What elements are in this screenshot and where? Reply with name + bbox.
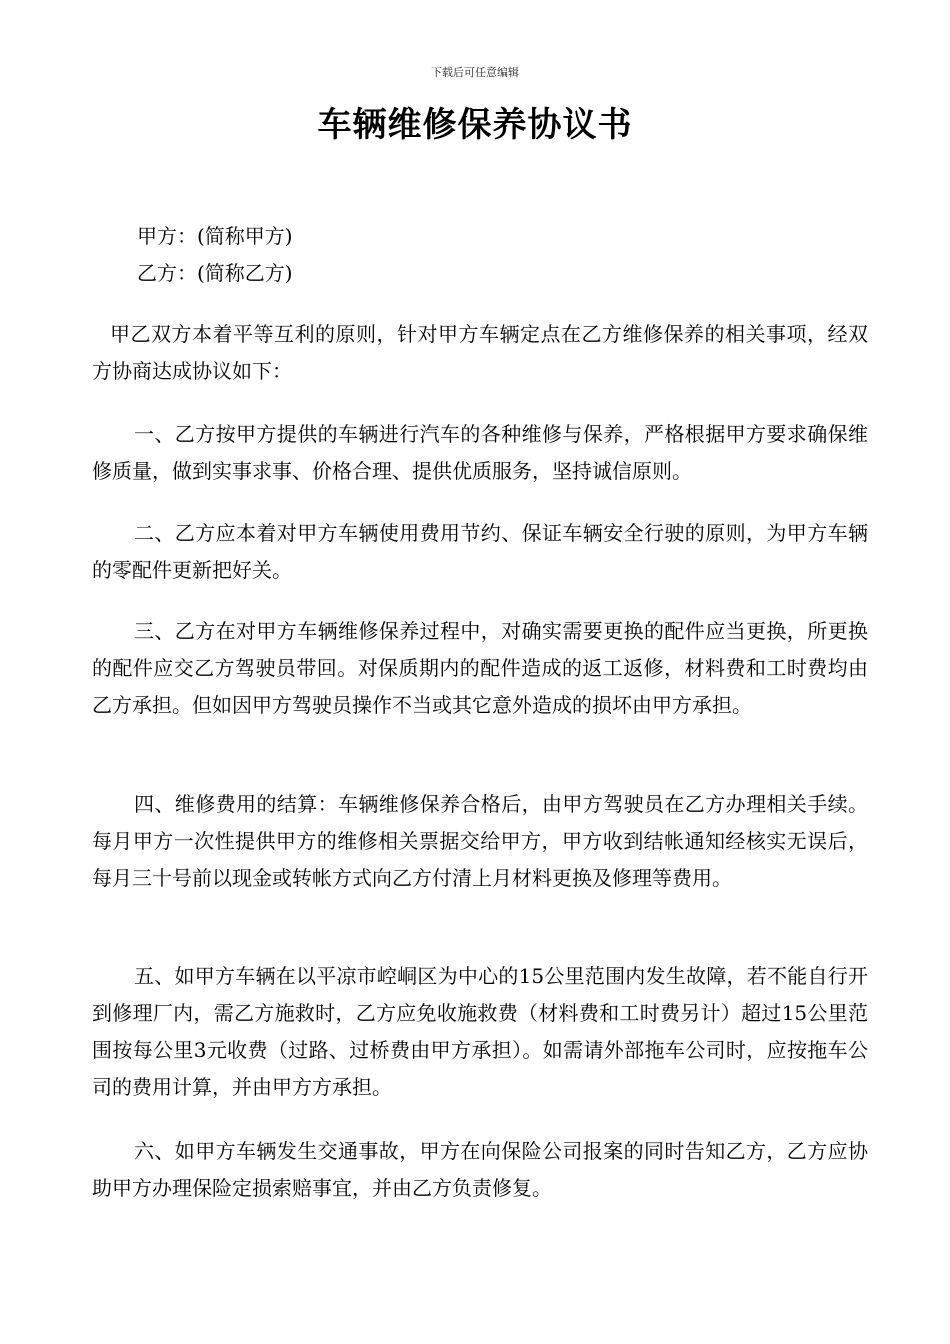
clause-5 bbox=[92, 958, 868, 1106]
clause-text: 三、乙方在对甲方车辆维修保养过程中，对确实需要更换的配件应当更换，所更换的配件应交乙方驾驶员带回。对保质期内的配件造成的返工返修，材料费和工时费均由乙方承担。但如因甲方驾驶员操作不当或其它意外造成的损坏由甲方承担。 bbox=[92, 619, 868, 717]
clause-4 bbox=[92, 786, 868, 897]
party-a-line: 甲方：(简称甲方) bbox=[137, 224, 293, 248]
header-note: 下载后可任意编辑 bbox=[431, 66, 519, 79]
document-title: 车辆维修保养协议书 bbox=[317, 105, 633, 145]
clause-2 bbox=[92, 515, 868, 589]
clause-6 bbox=[92, 1133, 868, 1207]
clause-text: 二、乙方应本着对甲方车辆使用费用节约、保证车辆安全行驶的原则，为甲方车辆的零配件更新把好关。 bbox=[92, 521, 868, 582]
clause-text: 六、如甲方车辆发生交通事故，甲方在向保险公司报案的同时告知乙方，乙方应协助甲方办理保险定损索赔事宜，并由乙方负责修复。 bbox=[92, 1139, 868, 1200]
intro-text: 甲乙双方本着平等互利的原则，针对甲方车辆定点在乙方维修保养的相关事项，经双方协商达成协议如下： bbox=[92, 322, 868, 383]
clause-text: 五、如甲方车辆在以平凉市崆峒区为中心的15公里范围内发生故障，若不能自行开到修理厂内，需乙方施救时，乙方应免收施救费（材料费和工时费另计）超过15公里范围按每公里3元收费（过路、过桥费由甲方承担）。如需请外部拖车公司时，应按拖车公司的费用计算，并由甲方方承担。 bbox=[92, 964, 868, 1099]
clause-text: 四、维修费用的结算：车辆维修保养合格后，由甲方驾驶员在乙方办理相关手续。每月甲方一次性提供甲方的维修相关票据交给甲方，甲方收到结帐通知经核实无误后，每月三十号前以现金或转帐方式向乙方付清上月材料更换及修理等费用。 bbox=[92, 792, 868, 890]
intro-paragraph bbox=[92, 316, 868, 390]
party-b-line: 乙方：(简称乙方) bbox=[137, 261, 293, 285]
clause-text: 一、乙方按甲方提供的车辆进行汽车的各种维修与保养，严格根据甲方要求确保维修质量，做到实事求事、价格合理、提供优质服务，坚持诚信原则。 bbox=[92, 422, 868, 483]
clause-3 bbox=[92, 613, 868, 724]
clause-1 bbox=[92, 416, 868, 490]
